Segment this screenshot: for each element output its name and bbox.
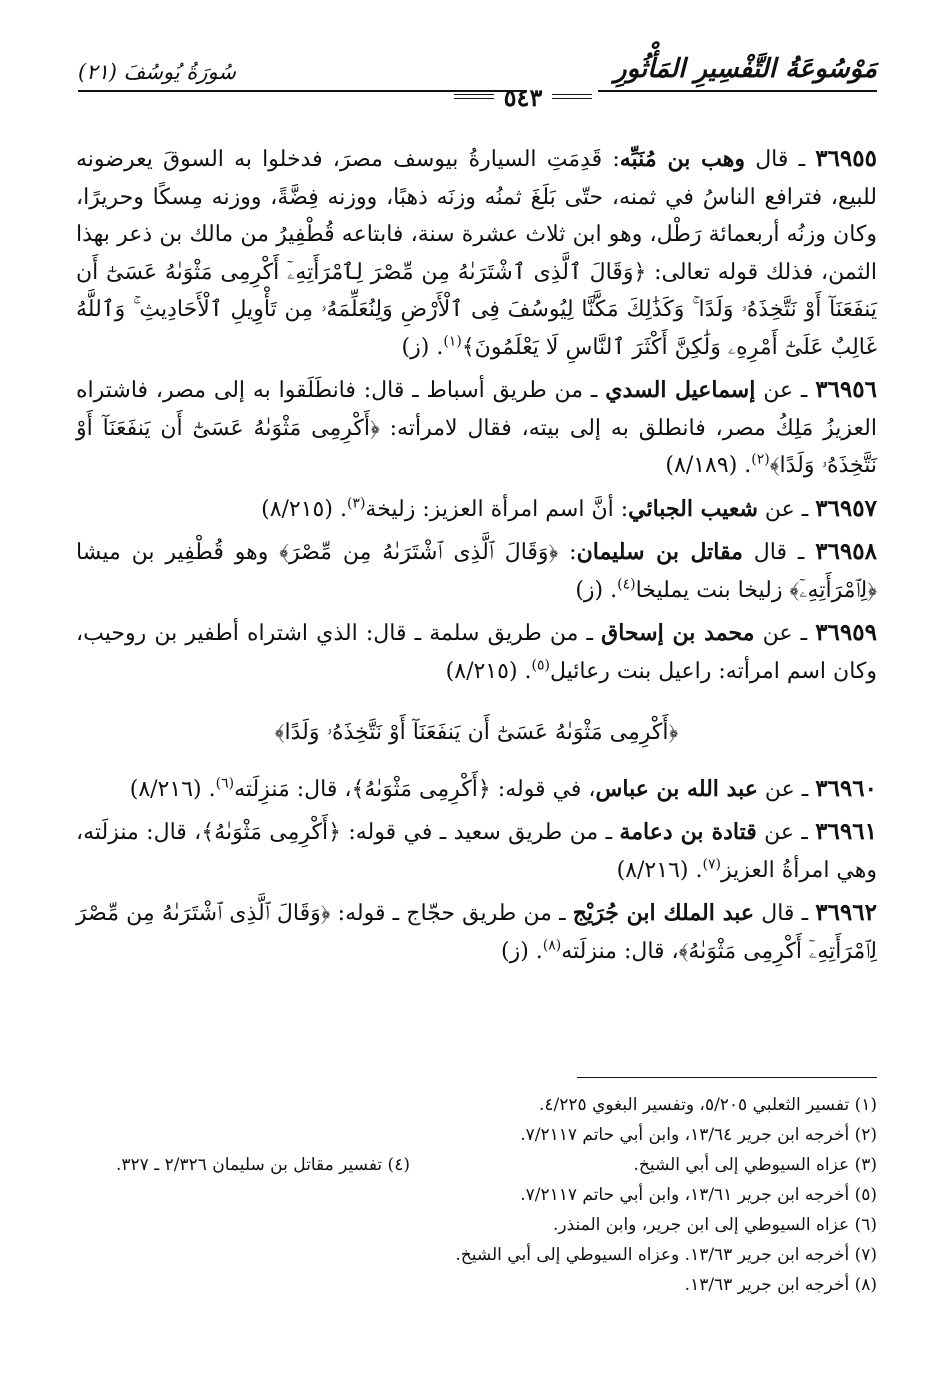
narration-source: . (٨/٢١٥) [261, 496, 347, 522]
quran-verse: ﴿وَقَالَ ٱلَّذِى ٱشْتَرَىٰهُ مِن مِّصْرَ لِٱمْرَأَتِهِۦٓ أَكْرِمِى مَثْوَىٰهُ عَسَىٰٓ أَن يَنفَعَنَآ أَوْ نَتَّخِذَهُۥ وَلَدًا ۚ وَكَذَٰلِكَ مَكَّنَّا لِيُوسُفَ فِى ٱلْأَرْضِ وَلِنُعَلِّمَهُۥ مِن تَأْوِيلِ ٱلْأَحَادِيثِ ۚ وَٱللَّهُ غَالِبٌ عَلَىٰٓ أَمْرِهِۦ وَلَٰكِنَّ أَكْثَرَ ٱلنَّاسِ لَا يَعْلَمُونَ﴾ [76, 259, 877, 360]
footnote-ref: (٧) [702, 856, 721, 873]
footnote-item: (٧) أخرجه ابن جرير ١٣/٦٣. وعزاه السيوطي إلى أبي الشيخ. [455, 1245, 877, 1265]
footnote-item: (٢) أخرجه ابن جرير ١٣/٦٤، وابن أبي حاتم ٧/٢١١٧. [520, 1125, 877, 1145]
narrator-name: عبد الله بن عباس [595, 775, 758, 802]
footnote-ref: (٥) [531, 657, 550, 674]
footnote-separator [577, 1077, 877, 1078]
narration-text: ـ من طريق سلمة ـ قال: الذي اشتراه أطفير بن روحيب، وكان اسم امرأته: راعيل بنت رعائيل [76, 621, 877, 684]
footnote-ref: (٦) [215, 775, 235, 792]
book-title: مَوْسُوعَةُ التَّفْسِيرِ المَأْثُورِ [614, 54, 877, 84]
narration-text: ـ من طريق سعيد ـ في قوله: ﴿أَكْرِمِى مَثْوَىٰهُ﴾، قال: منزلَته، وهي امرأةُ العزيز [76, 820, 877, 883]
narration-number: ٣٦٩٥٥ [815, 145, 877, 172]
footnote-ref: (٢) [751, 451, 770, 468]
narration-lead: ـ عن [757, 496, 816, 522]
narrator-name: محمد بن إسحاق [601, 620, 755, 646]
narration-text: ، في قوله: ﴿أَكْرِمِى مَثْوَىٰهُ﴾، قال: مَنزِلَته [234, 776, 596, 802]
footnote-item: (٦) عزاه السيوطي إلى ابن جرير، وابن المنذر. [552, 1215, 877, 1235]
narration-paragraph [76, 140, 877, 366]
narration-lead: ـ قال [754, 901, 816, 926]
narration-number: ٣٦٩٦٢ [815, 899, 877, 926]
narration-lead: ـ عن [757, 776, 816, 802]
narration-number: ٣٦٩٥٨ [815, 538, 877, 565]
footnote-item-4: (٤) تفسير مقاتل بن سليمان ٢/٣٢٦ ـ ٣٢٧. [116, 1155, 410, 1175]
narration-lead: ـ عن [756, 820, 816, 845]
narration-source: . (٨/٢١٦) [616, 857, 703, 883]
narration-source: . (٨/٢١٦) [129, 776, 216, 802]
narrator-name: وهب بن مُنَبِّه [619, 146, 746, 172]
narration-source: . (ز) [575, 577, 618, 603]
narration-number: ٣٦٩٥٦ [815, 376, 877, 403]
page-number-block [418, 82, 628, 112]
ornament-right-icon [552, 92, 592, 102]
footnote-ref: (١) [443, 333, 462, 350]
footnote-item: (١) تفسير الثعلبي ٥/٢٠٥، وتفسير البغوي ٤/٢٢٥. [539, 1095, 877, 1115]
footnote-item [76, 1150, 877, 1180]
surah-label: سُورَةُ يُوسُفَ (٢١) [78, 60, 236, 84]
narration-paragraph [76, 371, 877, 485]
narration-text: : قَدِمَتِ السيارةُ بيوسف مصرَ، فدخلوا به السوقَ يعرضونه للبيع، فترافع الناسُ في ثمنه، حتّى بَلَغَ ثمنُه وزنَه ذهبًا، ووزنه فِضَّةً، ووزنه مِسكًا وحريرًا، وكان وزنُه أربعمائة رَطْل، وهو ابن ثلاث عشرة سنة، فابتاعه قُطْفِيرُ من مالك بن ذعر بهذا الثمن، فذلك قوله تعالى: [76, 147, 878, 285]
narration-paragraph [76, 770, 877, 809]
narration-paragraph [76, 490, 877, 529]
narration-lead: ـ قال [742, 540, 816, 565]
narrator-name: قتادة بن دعامة [619, 819, 757, 845]
header-rule-left [598, 90, 877, 92]
narrator-name: عبد الملك ابن جُرَيْج [572, 900, 755, 926]
footnote-ref: (٤) [617, 576, 636, 593]
narration-text: : أنَّ اسم امرأة العزيز: زليخة [365, 496, 629, 522]
narration-lead: ـ عن [754, 621, 816, 646]
narration-source: . (ز) [401, 334, 444, 360]
page-body [76, 140, 877, 975]
narration-text: : ﴿وَقَالَ ٱلَّذِى ٱشْتَرَىٰهُ مِن مِّصْرَ﴾ وهو قُطْفِير بن ميشا ﴿لِٱمْرَأَتِهِۦٓ﴾ زليخا بنت يمليخا [76, 540, 877, 603]
narration-paragraph [76, 813, 877, 889]
footnote-ref: (٣) [346, 495, 366, 512]
narration-paragraph [76, 533, 877, 609]
narration-paragraph [76, 614, 877, 690]
narration-source: . (ز) [501, 938, 543, 964]
narration-number: ٣٦٩٦٠ [815, 774, 877, 802]
narration-source: . (٨/٢١٥) [445, 658, 532, 684]
narrator-name: مقاتل بن سليمان [576, 539, 743, 565]
narration-number: ٣٦٩٥٧ [815, 494, 877, 522]
quran-verse: ﴿أَكْرِمِى مَثْوَىٰهُ عَسَىٰٓ أَن يَنفَعَنَآ أَوْ نَتَّخِذَهُۥ وَلَدًا﴾ [76, 415, 877, 478]
narration-number: ٣٦٩٦١ [815, 818, 877, 845]
footnotes [76, 1090, 877, 1300]
footnote-item: (٨) أخرجه ابن جرير ١٣/٦٣. [684, 1275, 877, 1295]
page-header [78, 52, 877, 112]
footnote-item-3: (٣) عزاه السيوطي إلى أبي الشيخ. [633, 1155, 877, 1175]
narration-paragraph [76, 894, 877, 970]
verse-heading: ﴿أَكْرِمِى مَثْوَىٰهُ عَسَىٰٓ أَن يَنفَعَنَآ أَوْ نَتَّخِذَهُۥ وَلَدًا﴾ [274, 720, 679, 745]
narrator-name: إسماعيل السدي [605, 377, 756, 403]
narration-text: ـ من طريق حجّاج ـ قوله: ﴿وَقَالَ ٱلَّذِى ٱشْتَرَىٰهُ مِن مِّصْرَ لِٱمْرَأَتِهِۦٓ أَكْرِمِى مَثْوَىٰهُ﴾، قال: منزلَته [76, 901, 877, 964]
narration-number: ٣٦٩٥٩ [815, 619, 877, 646]
ornament-left-icon [454, 92, 494, 102]
narration-lead: ـ قال [745, 147, 816, 172]
footnote-item: (٥) أخرجه ابن جرير ١٣/٦١، وابن أبي حاتم ٧/٢١١٧. [520, 1185, 877, 1205]
narrator-name: شعيب الجبائي [628, 495, 758, 522]
narration-text: ـ من طريق أسباط ـ قال: فانطَلَقوا به إلى مصر، فاشتراه العزيزُ مَلِكُ مصر، فانطلق به إلى بيته، فقال لامرأته: [76, 378, 877, 441]
page-number: ٥٤٣ [503, 82, 543, 112]
narration-lead: ـ عن [755, 378, 816, 403]
footnote-ref: (٨) [542, 937, 562, 954]
narration-source: . (٨/١٨٩) [665, 453, 752, 478]
